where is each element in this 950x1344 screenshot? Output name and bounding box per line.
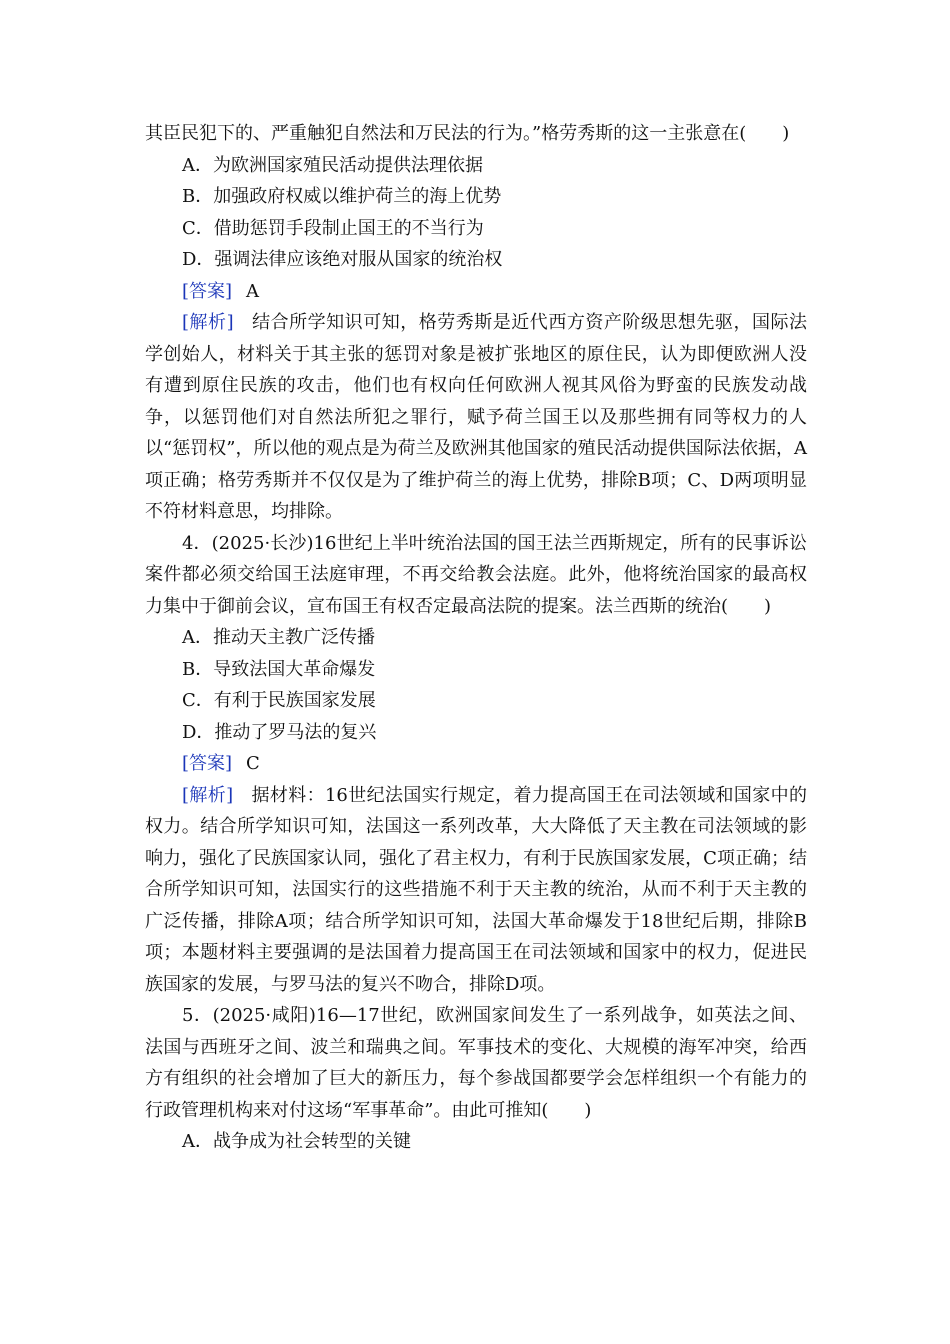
analysis-text: 结合所学知识可知，格劳秀斯是近代西方资产阶级思想先驱，国际法学创始人，材料关于其主张的惩罚对象是被扩张地区的原住民，认为即便欧洲人没有遭到原住民族的攻击，他们也有权向任何欧洲人视其风俗为野蛮的民族发动战争，以惩罚他们对自然法所犯之罪行，赋予荷兰国王以及那些拥有同等权力的人以“惩罚权”，所以他的观点是为荷兰及欧洲其他国家的殖民活动提供国际法依据，A项正确；格劳秀斯并不仅仅是为了维护荷兰的海上优势，排除B项；C、D两项明显不符材料意思，均排除。 [145,312,808,522]
document-page [145,118,807,1158]
answer-tag: [答案] [182,753,233,774]
q4-answer [145,748,807,780]
q4-option-b: B．导致法国大革命爆发 [182,658,376,680]
q4-stem: 4．(2025·长沙)16世纪上半叶统治法国的国王法兰西斯规定，所有的民事诉讼案件都必须交给国王法庭审理，不再交给教会法庭。此外，他将统治国家的最高权力集中于御前会议，宣布国王有权否定最高法院的提案。法兰西斯的统治( ) [145,532,807,617]
q5-option-a: A．战争成为社会转型的关键 [182,1131,411,1152]
answer-tag: [答案] [182,280,233,302]
q3-analysis [145,307,807,528]
q3-option-a: A．为欧洲国家殖民活动提供法理依据 [182,154,483,176]
q3-stem-tail: 其臣民犯下的、严重触犯自然法和万民法的行为。”格劳秀斯的这一主张意在( ) [145,123,790,144]
answer-value: A [246,280,260,302]
q3-option-c: C．借助惩罚手段制止国王的不当行为 [182,217,484,239]
q4-option-a: A．推动天主教广泛传播 [182,627,375,648]
q4-option-c: C．有利于民族国家发展 [182,690,376,711]
analysis-text: 据材料：16世纪法国实行规定，着力提高国王在司法领域和国家中的权力。结合所学知识可知，法国这一系列改革，大大降低了天主教在司法领域的影响力，强化了民族国家认同，强化了君主权力，有利于民族国家发展，C项正确；结合所学知识可知，法国实行的这些措施不利于天主教的统治，从而不利于天主教的广泛传播，排除A项；结合所学知识可知，法国大革命爆发于18世纪后期，排除B项；本题材料主要强调的是法国着力提高国王在司法领域和国家中的权力，促进民族国家的发展，与罗马法的复兴不吻合，排除D项。 [145,784,807,995]
q5-stem: 5．(2025·咸阳)16—17世纪，欧洲国家间发生了一系列战争，如英法之间、法国与西班牙之间、波兰和瑞典之间。军事技术的变化、大规模的海军冲突，给西方有组织的社会增加了巨大的新压力，每个参战国都要学会怎样组织一个有能力的行政管理机构来对付这场“军事革命”。由此可推知( ) [145,1005,807,1121]
q3-option-b: B．加强政府权威以维护荷兰的海上优势 [182,186,502,207]
q4-option-d: D．推动了罗马法的复兴 [182,721,377,743]
answer-value: C [246,753,260,774]
analysis-tag: [解析] [182,312,234,333]
q3-option-d: D．强调法律应该绝对服从国家的统治权 [182,249,503,270]
q3-answer [145,276,807,308]
q4-analysis [145,780,807,1001]
analysis-tag: [解析] [182,784,234,806]
